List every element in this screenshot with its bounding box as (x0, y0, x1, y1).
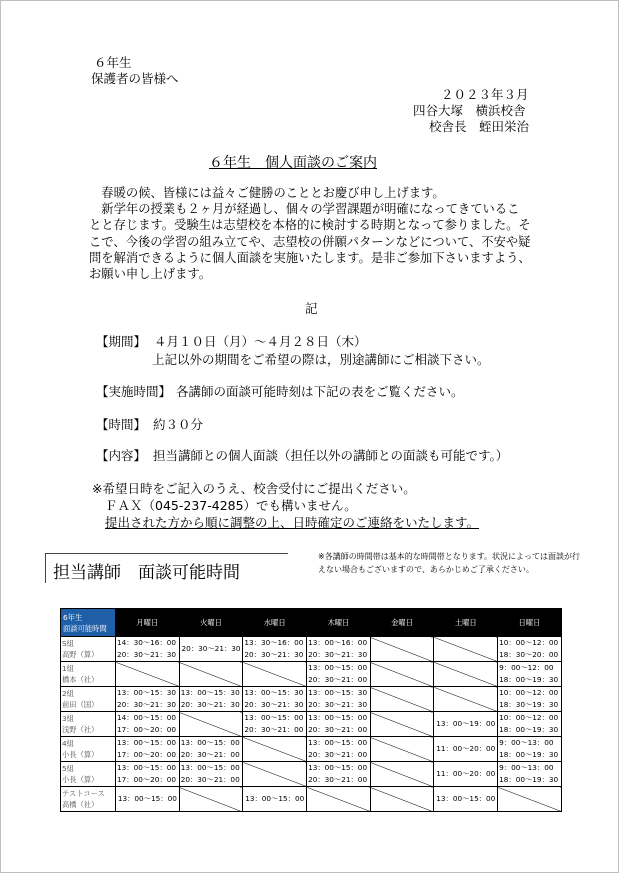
letter-body (89, 185, 533, 282)
time-slot: 18：30～20：00 (499, 650, 559, 659)
hours-label: 【実施時間】 (96, 384, 172, 399)
unavailable-cell (434, 637, 498, 662)
body-line: とと存じます。受験生は志望校を本格的に検討する時期となって参りました。そ (89, 218, 531, 233)
day-header-tue: 火曜日 (179, 609, 243, 637)
unavailable-cell (370, 737, 434, 762)
unavailable-cell (243, 737, 307, 762)
table-row (61, 737, 562, 762)
time-slot: 13：00～15：30 (180, 688, 240, 697)
time-slot: 14：30～16：00 (117, 638, 177, 647)
table-row (61, 762, 562, 787)
school-name: 四谷大塚 横浜校舎 (413, 103, 526, 118)
time-slot: 20：30～21：00 (180, 750, 240, 759)
time-slot-cell (498, 637, 562, 662)
teacher-name: 橋本（社） (62, 675, 99, 684)
time-slot: 17：00～20：00 (117, 750, 177, 759)
time-slot: 13：00～15：00 (245, 794, 305, 803)
unavailable-cell (243, 662, 307, 687)
table-row (61, 787, 562, 812)
unavailable-cell (498, 787, 562, 812)
time-slot: 13：00～15：30 (117, 688, 177, 697)
time-slot: 13：00～15：00 (436, 794, 496, 803)
time-slot: 13：00～15：00 (117, 794, 177, 803)
time-slot: 20：30～21：00 (308, 775, 368, 784)
time-slot-cell (434, 762, 498, 787)
table-row (61, 637, 562, 662)
class-name: 5組 (62, 763, 74, 773)
schedule-body (61, 637, 562, 812)
time-slot: 13：30～16：00 (244, 638, 304, 647)
time-slot: 10：00～12：00 (499, 638, 559, 647)
time-slot: 20：30～21：30 (244, 700, 304, 709)
time-slot: 11：00～20：00 (436, 744, 496, 753)
time-slot: 20：30～21：30 (244, 650, 304, 659)
time-slot: 20：30～21：30 (308, 650, 368, 659)
day-header-fri: 金曜日 (370, 609, 434, 637)
teacher-cell (61, 687, 116, 712)
time-slot-cell (498, 762, 562, 787)
time-slot-cell (243, 687, 307, 712)
time-slot: 13：00～15：30 (244, 688, 304, 697)
time-slot: 20：30～21：00 (308, 725, 368, 734)
schedule-table (60, 608, 562, 812)
time-slot-cell (116, 712, 180, 737)
time-slot: 18：00～19：30 (499, 750, 559, 759)
unavailable-cell (243, 762, 307, 787)
unavailable-cell (370, 712, 434, 737)
time-slot: 10：00～12：00 (499, 713, 559, 722)
teacher-name: 浅野（社） (62, 725, 99, 734)
teacher-cell (61, 737, 116, 762)
day-header-thu: 木曜日 (307, 609, 371, 637)
time-slot: 13：00～15：00 (117, 738, 177, 747)
time-slot: 9：00～12：00 (499, 663, 554, 672)
period-label: 【期間】 (96, 334, 147, 349)
day-header-sat: 土曜日 (434, 609, 498, 637)
unavailable-cell (370, 687, 434, 712)
time-slot-cell (179, 737, 243, 762)
hours-value: 各講師の面談可能時刻は下記の表をご覧ください。 (176, 384, 464, 399)
teacher-cell (61, 762, 116, 787)
period-note: 上記以外の期間をご希望の際は，別途講師にご相談下さい。 (152, 352, 490, 367)
addressee-parents: 保護者の皆様へ (91, 71, 179, 86)
time-slot: 13：00～15：00 (117, 763, 177, 772)
time-slot: 9：00～13：00 (499, 738, 554, 747)
unavailable-cell (434, 687, 498, 712)
unavailable-cell (434, 662, 498, 687)
time-slot-cell (179, 637, 243, 662)
time-slot: 20：30～21：00 (308, 750, 368, 759)
body-line: 新学年の授業も２ヶ月が経過し、個々の学習課題が明確になってきているこ (89, 202, 520, 217)
time-slot-cell (116, 687, 180, 712)
time-slot: 17：00～20：00 (117, 775, 177, 784)
addressee-grade: ６年生 (94, 55, 132, 70)
schedule-note: ※各講師の時間帯は基本的な時間帯となります。状況によっては面談が行えない場合もございますので、あらかじめご了承ください。 (318, 552, 581, 574)
time-slot: 20：30～21：30 (180, 700, 240, 709)
teacher-name: 小長（算） (62, 750, 99, 759)
time-slot: 20：30～21：00 (180, 775, 240, 784)
duration-value: 約３０分 (153, 417, 204, 432)
time-slot: 13：00～15：00 (180, 763, 240, 772)
unavailable-cell (179, 712, 243, 737)
unavailable-cell (370, 762, 434, 787)
teacher-name: 高橋（社） (62, 800, 99, 809)
time-slot-cell (307, 662, 371, 687)
issue-date: ２０２３年３月 (441, 87, 529, 102)
time-slot: 17：00～20：00 (117, 725, 177, 734)
day-header-mon: 月曜日 (116, 609, 180, 637)
class-name: 2組 (62, 688, 74, 698)
time-slot-cell (307, 687, 371, 712)
time-slot-cell (307, 712, 371, 737)
time-slot: 20：30～21：30 (117, 700, 177, 709)
time-slot-cell (116, 762, 180, 787)
time-slot: 20：30～21：00 (308, 675, 368, 684)
request-line-3: 提出された方から順に調整の上、日時確定のご連絡をいたします。 (105, 515, 480, 530)
time-slot-cell (498, 662, 562, 687)
time-slot-cell (243, 637, 307, 662)
time-slot-cell (498, 712, 562, 737)
content-label: 【内容】 (96, 448, 147, 463)
time-slot: 9：00～13：00 (499, 763, 554, 772)
time-slot: 20：30～21：30 (308, 700, 368, 709)
time-slot: 13：00～15：00 (308, 763, 368, 772)
duration-label: 【時間】 (96, 417, 147, 432)
table-row (61, 712, 562, 737)
teacher-cell (61, 637, 116, 662)
time-slot: 13：00～15：00 (308, 663, 368, 672)
unavailable-cell (370, 637, 434, 662)
time-slot: 11：00～20：00 (436, 769, 496, 778)
time-slot-cell (307, 637, 371, 662)
time-slot: 13：00～16：00 (308, 638, 368, 647)
time-slot: 13：00～15：00 (244, 713, 304, 722)
time-slot-cell (116, 637, 180, 662)
schedule-heading (45, 553, 288, 583)
unavailable-cell (179, 662, 243, 687)
unavailable-cell (179, 787, 243, 812)
teacher-name: 小長（算） (62, 775, 99, 784)
time-slot-cell (498, 687, 562, 712)
request-line-2: ＦＡＸ（045-237-4285）でも構いません。 (105, 498, 357, 513)
teacher-cell (61, 662, 116, 687)
time-slot: 13：00～15：00 (308, 713, 368, 722)
time-slot: 13：00～19：00 (436, 719, 496, 728)
time-slot: 13：00～15：00 (180, 738, 240, 747)
body-line: 春暖の候、皆様には益々ご健勝のこととお慶び申し上げます。 (89, 186, 445, 200)
schedule-heading-text: 担当講師 面談可能時間 (53, 563, 240, 583)
time-slot: 20：30～21：30 (181, 644, 241, 653)
time-slot-cell (307, 762, 371, 787)
time-slot: 18：00～19：30 (499, 775, 559, 784)
class-name: 3組 (62, 713, 74, 723)
day-header-sun: 日曜日 (498, 609, 562, 637)
time-slot: 18：00～19：30 (499, 675, 559, 684)
letter-title: ６年生 個人面談のご案内 (209, 155, 377, 171)
body-line: こで、今後の学習の組み立てや、志望校の併願パターンなどについて、不安や疑 (89, 234, 531, 249)
principal-name: 校舎長 蛭田栄治 (429, 119, 530, 134)
request-line-1: ※希望日時をご記入のうえ、校舎受付にご提出ください。 (92, 481, 416, 496)
time-slot-cell (116, 737, 180, 762)
time-slot-cell (434, 737, 498, 762)
teacher-cell (61, 787, 116, 812)
time-slot: 18：00～19：30 (499, 725, 559, 734)
time-slot-cell (179, 687, 243, 712)
unavailable-cell (370, 787, 434, 812)
unavailable-cell (116, 662, 180, 687)
ki-heading: 記 (305, 301, 318, 316)
table-row (61, 662, 562, 687)
time-slot-cell (434, 712, 498, 737)
time-slot-cell (307, 737, 371, 762)
teacher-name: 前田（国） (62, 700, 99, 709)
day-header-wed: 水曜日 (243, 609, 307, 637)
time-slot: 20：30～21：30 (117, 650, 177, 659)
time-slot-cell (434, 787, 498, 812)
time-slot: 10：00～12：00 (499, 688, 559, 697)
time-slot-cell (179, 762, 243, 787)
class-name: 4組 (62, 738, 74, 748)
time-slot-cell (116, 787, 180, 812)
corner-line-2: 面談可能時間 (63, 623, 107, 633)
body-line: お願い申し上げます。 (89, 267, 211, 282)
time-slot: 18：30～19：30 (499, 700, 559, 709)
period-value: ４月１０日（月）～４月２８日（木） (154, 334, 367, 349)
corner-line-1: 6年生 (63, 612, 83, 622)
corner-header (61, 609, 116, 637)
time-slot: 20：30～21：00 (244, 725, 304, 734)
time-slot: 13：00～15：00 (308, 738, 368, 747)
unavailable-cell (370, 662, 434, 687)
table-row (61, 687, 562, 712)
time-slot: 14：00～15：00 (117, 713, 177, 722)
content-value: 担当講師との個人面談（担任以外の講師との面談も可能です。） (153, 448, 509, 463)
schedule-header-row (61, 609, 562, 637)
time-slot-cell (243, 787, 307, 812)
teacher-cell (61, 712, 116, 737)
body-line: 問を解消できるように個人面談を実施いたします。是非ご参加下さいますよう、 (89, 250, 531, 265)
time-slot: 13：00～15：30 (308, 688, 368, 697)
class-name: テストコース (62, 788, 105, 798)
time-slot-cell (498, 737, 562, 762)
unavailable-cell (307, 787, 371, 812)
teacher-name: 高野（算） (62, 650, 99, 659)
time-slot-cell (243, 712, 307, 737)
class-name: S組 (62, 638, 74, 648)
class-name: 1組 (62, 663, 74, 673)
